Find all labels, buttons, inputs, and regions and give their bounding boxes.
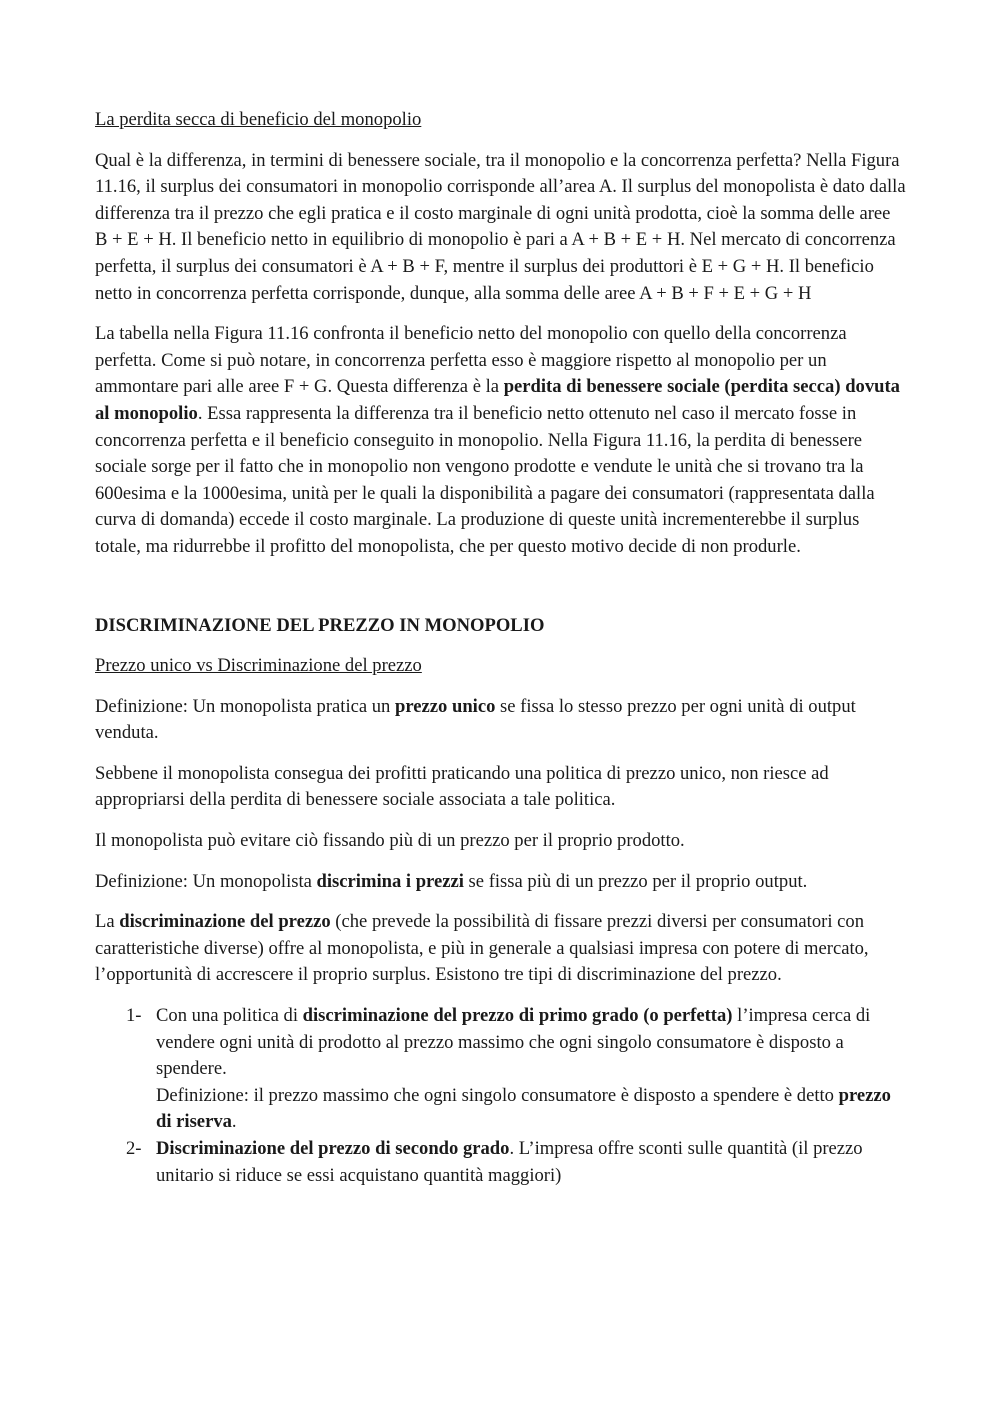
bold-term: discriminazione del prezzo di primo grado (o perfetta) [302,1005,733,1027]
text: Con una politica di [156,1005,303,1027]
paragraph-welfare-comparison: Qual è la differenza, in termini di benessere sociale, tra il monopolio e la concorrenza perfetta? Nella Figura 11.16, il surplus dei consumatori in monopolio corrisponde all’area A. Il surplus del monopolista è dato dalla differenza tra il prezzo che egli pratica e il costo marginale di ogni unità prodotta, cioè la somma delle aree B + E + H. Il beneficio netto in equilibrio di monopolio è pari a A + B + E + H. Nel mercato di concorrenza perfetta, il surplus dei consumatori è A + B + F, mentre il surplus dei produttori è E + G + H. Il beneficio netto in concorrenza perfetta corrisponde, dunque, alla somma delle aree A + B + F + E + G + H [95,149,906,304]
bold-term: prezzo unico [395,695,496,717]
discrimination-list [95,1003,907,1189]
paragraph-net-benefit-table [95,321,907,560]
text: l’impresa cerca di vendere ogni unità di prodotto al prezzo massimo che ogni singolo consumatore è disposto a spendere. [156,1005,871,1080]
paragraph-single-price-profits: Sebbene il monopolista consegua dei profitti praticando una politica di prezzo unico, non riesce ad appropriarsi della perdita di benessere sociale associata a tale politica. [95,762,829,811]
list-number: 1- [126,1005,142,1027]
list-number: 2- [126,1138,142,1159]
text: La tabella nella Figura 11.16 confronta il beneficio netto del monopolio con quello della concorrenza perfetta. Come si può notare, in concorrenza perfetta esso è maggiore rispetto al monopolio per un ammontare pari alle aree F + G. Questa differenza è la [95,323,847,398]
section-title-price-discrimination: DISCRIMINAZIONE DEL PREZZO IN MONOPOLIO [95,614,545,636]
list-item [95,1136,907,1189]
definition-discriminates [95,869,907,896]
text: . [231,1111,237,1133]
subheading-single-price: Prezzo unico vs Discriminazione del prezzo [95,655,422,677]
text: se fissa lo stesso prezzo per ogni unità di output venduta. [95,695,856,744]
bold-term: Discriminazione del prezzo di secondo grado [156,1138,510,1159]
bold-term: discrimina i prezzi [316,870,464,892]
text: . L’impresa offre sconti sulle quantità (il prezzo unitario si riduce se essi acquistano quantità maggiori) [156,1138,863,1186]
bold-term: perdita di benessere sociale (perdita secca) dovuta al monopolio [95,376,900,424]
text: . Essa rappresenta la differenza tra il beneficio netto ottenuto nel caso il mercato fosse in concorrenza perfetta e il beneficio conseguito in monopolio. Nella Figura 11.16, la perdita di benessere sociale sorge per il fatto che in monopolio non vengono prodotte e vendute le unità che si trovano tra la 600esima e la 1000esima, unità per le quali la disponibilità a pagare dei consumatori (rappresentata dalla curva di domanda) eccede il costo marginale. La produzione di queste unità incrementerebbe il surplus totale, ma ridurrebbe il profitto del monopolista, che per questo motivo decide di non produrle. [95,402,875,557]
text: Definizione: Un monopolista pratica un [95,695,396,717]
bold-term: discriminazione del prezzo [119,911,331,933]
text: Definizione: il prezzo massimo che ogni singolo consumatore è disposto a spendere è detto [156,1084,839,1106]
text: Definizione: Un monopolista [95,870,317,892]
bold-term: prezzo di riserva [156,1084,891,1133]
paragraph-multiple-prices: Il monopolista può evitare ciò fissando più di un prezzo per il proprio prodotto. [95,830,685,852]
text: La [95,911,120,933]
text: se fissa più di un prezzo per il proprio output. [463,870,808,892]
paragraph-discrimination-types [95,909,907,989]
text: (che prevede la possibilità di fissare prezzi diversi per consumatori con caratteristiche diverse) offre al monopolista, e più in generale a qualsiasi impresa con potere di mercato, l’opportunità di accrescere il proprio surplus. Esistono tre tipi di discriminazione del prezzo. [95,911,869,986]
document-content [95,107,907,1189]
definition-single-price [95,694,907,747]
section-heading-deadweight-loss: La perdita secca di beneficio del monopolio [95,109,422,130]
list-item [95,1003,907,1136]
